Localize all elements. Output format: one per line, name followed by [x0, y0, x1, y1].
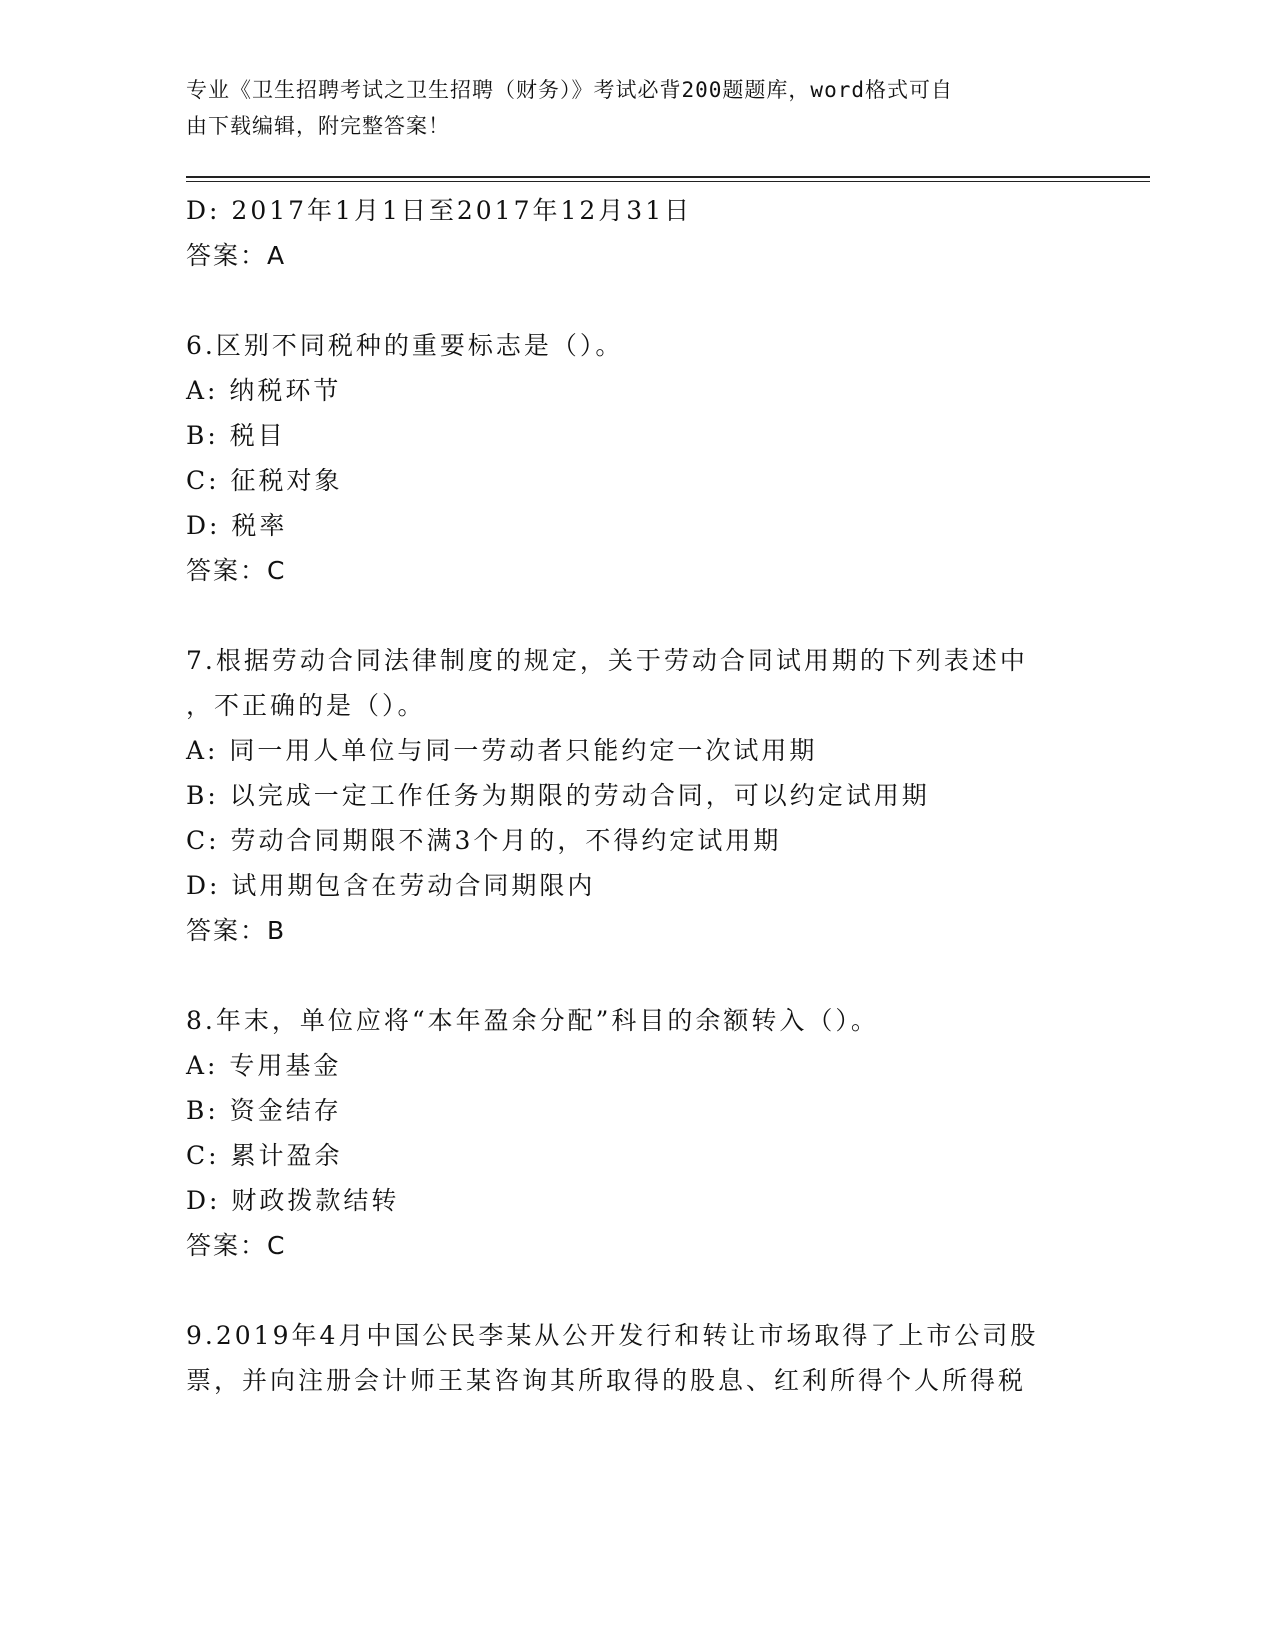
header-divider-thin	[186, 181, 1150, 182]
question-stem: 8.年末，单位应将“本年盈余分配”科目的余额转入（）。	[186, 1006, 879, 1035]
question-stem-line-2: ，不正确的是（）。	[186, 691, 426, 720]
question-list	[186, 188, 1086, 1403]
spacer	[186, 1268, 1086, 1313]
option-c: C: 累计盈余	[186, 1141, 343, 1170]
option-a: A: 纳税环节	[186, 376, 342, 405]
question-7	[186, 638, 1086, 953]
option-b: B: 税目	[186, 421, 286, 450]
option-c: C: 劳动合同期限不满3个月的，不得约定试用期	[186, 826, 782, 855]
option-b: B: 以完成一定工作任务为期限的劳动合同，可以约定试用期	[186, 781, 930, 810]
spacer	[186, 278, 1086, 323]
spacer	[186, 953, 1086, 998]
spacer	[186, 593, 1086, 638]
question-6	[186, 323, 1086, 593]
header-title-line-2: 由下载编辑，附完整答案！	[186, 114, 450, 138]
option-d: D: 2017年1月1日至2017年12月31日	[186, 196, 693, 225]
question-stem-line-1: 9.2019年4月中国公民李某从公开发行和转让市场取得了上市公司股	[186, 1321, 1039, 1350]
option-d: D: 税率	[186, 511, 288, 540]
option-d: D: 试用期包含在劳动合同期限内	[186, 871, 596, 900]
option-a: A: 专用基金	[186, 1051, 342, 1080]
question-stem: 6.区别不同税种的重要标志是（）。	[186, 331, 624, 360]
answer-label: 答案：B	[186, 916, 287, 945]
question-5-tail	[186, 188, 1086, 278]
option-b: B: 资金结存	[186, 1096, 342, 1125]
option-c: C: 征税对象	[186, 466, 343, 495]
answer-label: 答案：A	[186, 241, 287, 270]
header-divider-thick	[186, 176, 1150, 178]
answer-label: 答案：C	[186, 556, 287, 585]
option-d: D: 财政拨款结转	[186, 1186, 400, 1215]
question-stem-line-1: 7.根据劳动合同法律制度的规定，关于劳动合同试用期的下列表述中	[186, 646, 1028, 675]
question-stem-line-2: 票，并向注册会计师王某咨询其所取得的股息、红利所得个人所得税	[186, 1366, 1027, 1395]
header-title-line-1: 专业《卫生招聘考试之卫生招聘（财务）》考试必背200题题库，word格式可自	[186, 78, 953, 102]
question-8	[186, 998, 1086, 1268]
document-header	[186, 72, 1066, 144]
answer-label: 答案：C	[186, 1231, 287, 1260]
question-9	[186, 1313, 1086, 1403]
option-a: A: 同一用人单位与同一劳动者只能约定一次试用期	[186, 736, 818, 765]
